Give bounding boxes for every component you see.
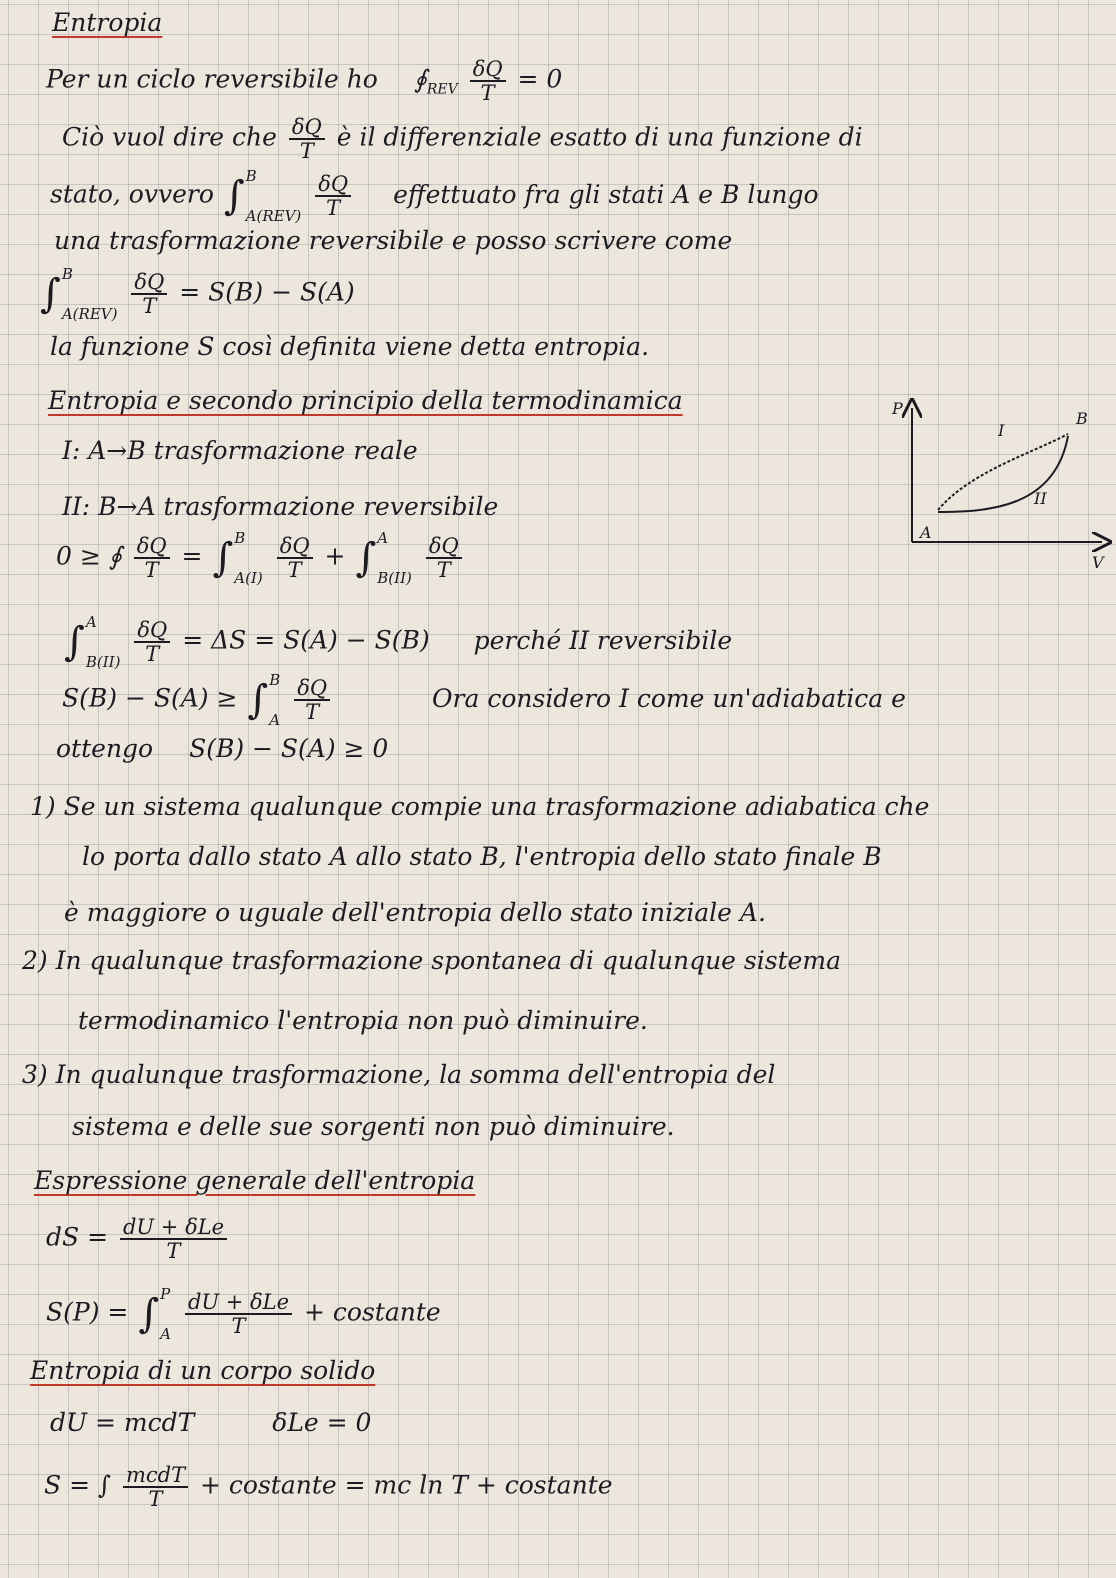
fraction bbox=[294, 677, 330, 723]
text-line bbox=[50, 168, 819, 224]
section-heading: Entropia di un corpo solido bbox=[30, 1356, 376, 1385]
fraction-numerator: δQ bbox=[131, 271, 167, 295]
text-span: S(B) − S(A) ≥ bbox=[62, 683, 238, 713]
text-span: S(P) = bbox=[46, 1297, 129, 1327]
text-span: Ciò vuol dire che bbox=[62, 122, 277, 152]
integral-upper-limit: B bbox=[245, 167, 257, 185]
fraction-numerator: mcdT bbox=[123, 1464, 188, 1488]
text-line bbox=[62, 614, 732, 670]
point-label-a: A bbox=[920, 523, 932, 542]
text-span: Ora considero I come un'adiabatica e bbox=[432, 683, 906, 713]
fraction-numerator: δQ bbox=[315, 173, 351, 197]
text-span: = bbox=[181, 541, 203, 571]
text-span: + bbox=[324, 541, 346, 571]
axis-label-v: V bbox=[1092, 553, 1104, 572]
fraction-numerator: δQ bbox=[134, 535, 170, 559]
text-line bbox=[38, 266, 355, 322]
fraction-numerator: δQ bbox=[294, 677, 330, 701]
fraction bbox=[134, 535, 170, 581]
integral: ∫ B A(I) bbox=[212, 529, 263, 587]
curve-I bbox=[938, 434, 1068, 510]
fraction-denominator: T bbox=[148, 1487, 163, 1511]
text-span: δLe = 0 bbox=[272, 1408, 372, 1437]
text-line bbox=[46, 1216, 231, 1262]
text-line bbox=[46, 58, 562, 105]
integral-upper-limit: B bbox=[269, 671, 281, 689]
fraction-denominator: T bbox=[326, 196, 341, 220]
text-line: termodinamico l'entropia non può diminuire. bbox=[78, 1006, 648, 1035]
curve-II bbox=[938, 436, 1068, 512]
axis-label-p: P bbox=[892, 399, 903, 418]
fraction bbox=[315, 173, 351, 219]
text-line: I: A→B trasformazione reale bbox=[62, 436, 418, 465]
integral-upper-limit: A bbox=[85, 613, 97, 631]
fraction-denominator: T bbox=[142, 294, 157, 318]
text-line: 2) In qualunque trasformazione spontanea di qualunque sistema bbox=[22, 946, 842, 975]
text-span: effettuato fra gli stati A e B lungo bbox=[393, 179, 819, 209]
fraction-denominator: T bbox=[305, 700, 320, 724]
integral: ∫ B A(REV) bbox=[223, 167, 302, 225]
text-span: = S(B) − S(A) bbox=[179, 277, 355, 307]
text-span: + costante = mc ln T + costante bbox=[200, 1470, 613, 1500]
fraction bbox=[123, 1464, 188, 1510]
text-span: + costante bbox=[304, 1297, 441, 1327]
section-heading: Espressione generale dell'entropia bbox=[34, 1166, 476, 1195]
integral: ∫ B A(REV) bbox=[40, 265, 118, 323]
fraction bbox=[134, 619, 170, 665]
integral-upper-limit: B bbox=[61, 265, 73, 283]
section-heading: Entropia e secondo principio della termodinamica bbox=[48, 386, 683, 415]
fraction-denominator: T bbox=[166, 1239, 181, 1263]
text-line: sistema e delle sue sorgenti non può diminuire. bbox=[72, 1112, 675, 1141]
fraction-numerator: δQ bbox=[470, 58, 506, 82]
text-line bbox=[62, 672, 906, 728]
integral: ∫ A B(II) bbox=[64, 613, 121, 671]
curve-label-i: I bbox=[998, 421, 1005, 440]
fraction-denominator: T bbox=[144, 558, 159, 582]
integral-lower-limit: B(II) bbox=[85, 653, 121, 671]
text-line: 3) In qualunque trasformazione, la somma dell'entropia del bbox=[22, 1060, 776, 1089]
pv-diagram bbox=[880, 392, 1116, 582]
text-line: una trasformazione reversibile e posso scrivere come bbox=[54, 226, 733, 255]
fraction-denominator: T bbox=[480, 81, 495, 105]
text-span: ottengo bbox=[56, 734, 154, 763]
text-span: S(B) − S(A) ≥ 0 bbox=[189, 734, 389, 763]
fraction-numerator: dU + δLe bbox=[185, 1291, 292, 1315]
text-span: = 0 bbox=[517, 64, 563, 94]
text-span: 0 ≥ ∮ bbox=[56, 541, 122, 571]
text-span: S = ∫ bbox=[44, 1470, 111, 1500]
fraction-denominator: T bbox=[299, 139, 314, 163]
text-line: la funzione S così definita viene detta entropia. bbox=[50, 332, 650, 361]
fraction-denominator: T bbox=[145, 642, 160, 666]
text-line: è maggiore o uguale dell'entropia dello stato iniziale A. bbox=[64, 898, 766, 927]
text-span: dU = mcdT bbox=[50, 1408, 195, 1437]
text-span: stato, ovvero bbox=[50, 179, 214, 209]
fraction-numerator: δQ bbox=[277, 535, 313, 559]
integral: ∫ B A bbox=[247, 671, 281, 729]
cyclic-integral-symbol: ∮ bbox=[413, 64, 427, 94]
integral-upper-limit: P bbox=[160, 1285, 171, 1303]
text-line bbox=[50, 1408, 371, 1438]
text-line bbox=[56, 734, 388, 764]
text-span: dS = bbox=[46, 1222, 109, 1252]
integral-lower-limit: A(REV) bbox=[245, 207, 302, 225]
text-span: = ΔS = S(A) − S(B) bbox=[182, 625, 430, 655]
text-span: Per un ciclo reversibile ho bbox=[46, 64, 378, 94]
fraction-denominator: T bbox=[436, 558, 451, 582]
integral-upper-limit: A bbox=[377, 529, 389, 547]
fraction bbox=[426, 535, 462, 581]
fraction-numerator: δQ bbox=[289, 116, 325, 140]
fraction-denominator: T bbox=[231, 1314, 246, 1338]
integral-lower-limit: B(II) bbox=[377, 569, 412, 587]
fraction bbox=[120, 1216, 227, 1262]
integral-lower-limit: A bbox=[160, 1325, 171, 1343]
integral-upper-limit: B bbox=[234, 529, 246, 547]
fraction-denominator: T bbox=[287, 558, 302, 582]
integral-lower-limit: A(I) bbox=[234, 569, 263, 587]
integral: ∫ A B(II) bbox=[355, 529, 412, 587]
fraction-numerator: dU + δLe bbox=[120, 1216, 227, 1240]
fraction bbox=[277, 535, 313, 581]
fraction-numerator: δQ bbox=[426, 535, 462, 559]
text-line: II: B→A trasformazione reversibile bbox=[62, 492, 499, 521]
fraction-numerator: δQ bbox=[134, 619, 170, 643]
fraction bbox=[470, 58, 506, 104]
integral-lower-limit: A(REV) bbox=[61, 305, 118, 323]
text-line bbox=[44, 1464, 613, 1510]
text-line: 1) Se un sistema qualunque compie una trasformazione adiabatica che bbox=[30, 792, 930, 821]
text-span: perché II reversibile bbox=[473, 625, 733, 655]
text-span: è il differenziale esatto di una funzione di bbox=[336, 122, 863, 152]
text-line bbox=[62, 116, 863, 162]
curve-label-ii: II bbox=[1034, 489, 1047, 508]
page-title: Entropia bbox=[52, 8, 163, 37]
integral-lower-limit: A bbox=[269, 711, 281, 729]
text-line bbox=[56, 530, 466, 586]
fraction bbox=[185, 1291, 292, 1337]
fraction bbox=[289, 116, 325, 162]
text-line bbox=[46, 1286, 441, 1342]
text-line: lo porta dallo stato A allo stato B, l'entropia dello stato finale B bbox=[82, 842, 882, 871]
integral: ∫ P A bbox=[138, 1285, 171, 1343]
integral-subscript: REV bbox=[426, 81, 458, 98]
fraction bbox=[131, 271, 167, 317]
point-label-b: B bbox=[1076, 409, 1088, 428]
